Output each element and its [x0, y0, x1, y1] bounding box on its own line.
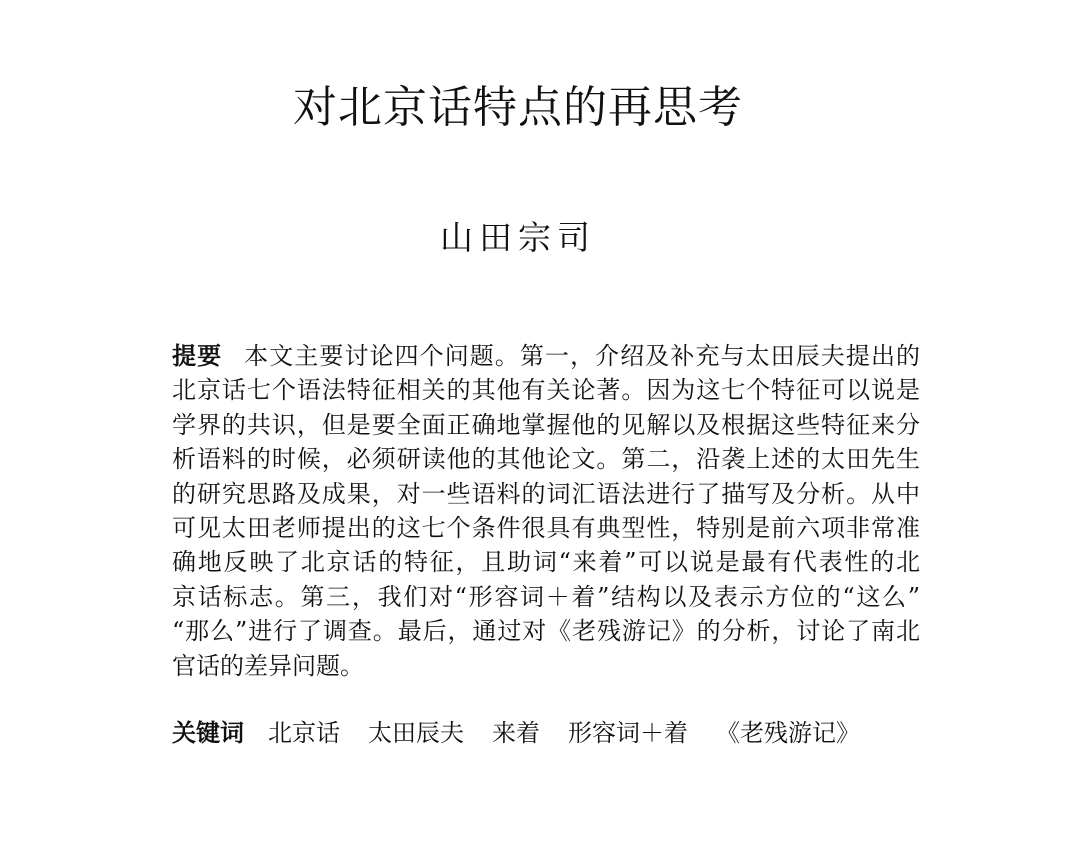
keyword: 太田辰夫: [368, 719, 464, 747]
keywords-label: 关键词: [172, 719, 244, 747]
abstract-line: 的研究思路及成果，对一些语料的词汇语法进行了描写及分析。从中: [172, 479, 920, 508]
abstract-line: 确地反映了北京话的特征，且助词“来着”可以说是最有代表性的北: [172, 548, 920, 577]
abstract-line: “那么”进行了调查。最后，通过对《老残游记》的分析，讨论了南北: [172, 617, 920, 646]
abstract-line: 官话的差异问题。: [172, 651, 364, 680]
abstract-line: 学界的共识，但是要全面正确地掌握他的见解以及根据这些特征来分: [172, 410, 920, 439]
keyword: 《老残游记》: [716, 719, 860, 747]
abstract-line: 析语料的时候，必须研读他的其他论文。第二，沿袭上述的太田先生: [172, 445, 920, 474]
abstract-label: 提要: [172, 342, 223, 370]
paper-author: 山田宗司: [440, 218, 596, 257]
abstract-line: 北京话七个语法特征相关的其他有关论著。因为这七个特征可以说是: [172, 376, 920, 405]
keyword: 来着: [492, 719, 540, 747]
abstract-line: 京话标志。第三，我们对“形容词＋着”结构以及表示方位的“这么”: [172, 582, 920, 611]
paper-title: 对北京话特点的再思考: [293, 82, 743, 133]
abstract-text: 本文主要讨论四个问题。第一，介绍及补充与太田辰夫提出的: [244, 342, 921, 370]
abstract-line: [172, 339, 920, 373]
keyword: 北京话: [268, 719, 340, 747]
abstract-line: 可见太田老师提出的这七个条件很具有典型性，特别是前六项非常准: [172, 514, 920, 543]
keywords-section: [172, 716, 920, 750]
abstract-section: [172, 339, 920, 683]
keyword: 形容词＋着: [568, 719, 688, 747]
